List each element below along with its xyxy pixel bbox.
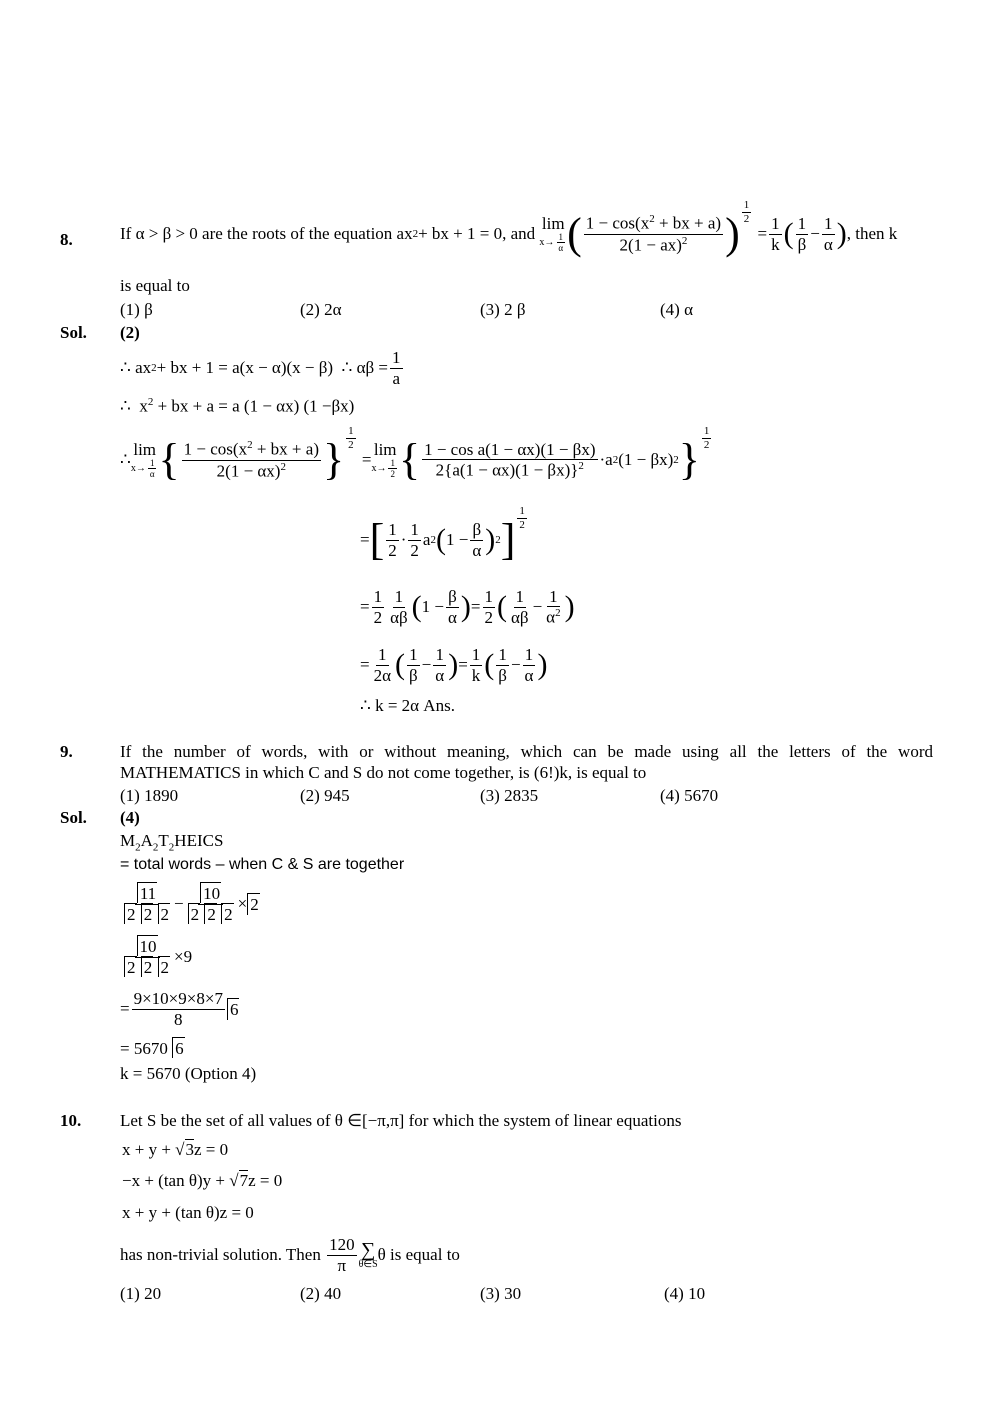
q9-step-4: = 9×10×9×8×7 8 6 [120, 988, 239, 1029]
q10-option-4: (4) 10 [664, 1284, 706, 1303]
q8-statement: If α > β > 0 are the roots of the equation ax 2 + bx + 1 = 0, and lim x→ $\frac{1}{\alpha}$ ( $1 - \cos(x^2$ + bx + a) 2(1 − ax)$^2$ ) 1 2 = 1 k ( 1 β − 1 α ) , then k [120, 198, 898, 259]
q8-step-4: = [ 1 2 · 1 2 a 2 ( 1 − β α ) 2 ] 1 2 [360, 504, 525, 565]
q9-option-4: (4) 5670 [660, 786, 719, 805]
q8-text-a: If α > β > 0 are the roots of the equation ax [120, 224, 413, 243]
q8-then: then k [855, 224, 898, 243]
q8-step-3: ∴ lim x→ $\frac{1}{\alpha}$ { $1 - \cos(x^2$ + bx + a) $2(1 - \alpha x)^2$ } 1 2 = lim x→ $\frac{1}{2}$ { 1 − cos a(1 − αx)(1 − βx) $2\{a(1 - \alpha x)(1 - \beta x)\}^2$ ·a 2 (1 − βx) 2 } 1 2 [120, 424, 710, 485]
q10-sum-sub: θ∈S [358, 1259, 378, 1270]
q8-option-1: (1) β [120, 300, 153, 319]
q9-option-1: (1) 1890 [120, 786, 179, 805]
q8-paren-close: ) [725, 209, 740, 259]
q10-line5: has non-trivial solution. Then $\frac{120}{\pi}$ ∑ θ∈S θ is equal to [120, 1234, 460, 1275]
q8-step-2: ∴ $x^2$ + bx + a = a (1 − αx) (1 −βx) [120, 396, 355, 416]
q9-step-5: = 5670 6 [120, 1039, 184, 1058]
question-number-10: 10. [60, 1111, 82, 1130]
q10-eq3: x + y + (tan θ)z = 0 [122, 1203, 254, 1222]
q8-option-2: (2) 2α [300, 300, 342, 319]
q9-option-3: (3) 2835 [480, 786, 539, 805]
q10-line1: Let S be the set of all values of θ ∈[−π,π] for which the system of linear equations [120, 1111, 682, 1130]
q8-line2: is equal to [120, 276, 190, 295]
q10-option-1: (1) 20 [120, 1284, 162, 1303]
q8-limit: lim x→ $\frac{1}{\alpha}$ [539, 213, 565, 253]
q9-answer: (4) [120, 808, 140, 827]
q10-option-2: (2) 40 [300, 1284, 342, 1303]
q9-line2: MATHEMATICS in which C and S do not come together, is (6!)k, is equal to [120, 763, 647, 782]
q8-option-4: (4) α [660, 300, 693, 319]
question-number-9: 9. [60, 742, 73, 761]
question-number-8: 8. [60, 230, 73, 249]
q8-option-3: (3) 2 β [480, 300, 526, 319]
q9-option-2: (2) 945 [300, 786, 350, 805]
q8-step-6: = 1 2α ( 1 β − 1 α ) = 1 k ( 1 β − 1 α ) [360, 644, 548, 685]
q9-word: $M_2A_2T_2HEICS$ [120, 831, 224, 854]
q9-step-1: = total words – when C & S are together [120, 856, 405, 873]
q9-step-2: 11 2 2 2 − 10 2 2 2 × 2 [120, 880, 260, 928]
q8-fraction: $1 - \cos(x^2$ + bx + a) 2(1 − ax)$^2$ [585, 213, 722, 255]
q8-answer: (2) [120, 323, 140, 342]
q8-step-5: = 1 2 1 αβ ( 1 − β α ) = 1 2 ( 1 αβ − 1 $\alpha^2$ ) [360, 586, 575, 627]
q10-eq2: −x + (tan θ)y + √7z = 0 [122, 1171, 283, 1190]
q10-sum-num: 120 [329, 1234, 355, 1254]
q10-sum-den: π [337, 1255, 347, 1275]
q8-sol-label: Sol. [60, 323, 87, 342]
q10-option-3: (3) 30 [480, 1284, 522, 1303]
q9-step-3: 10 2 2 2 ×9 [120, 933, 192, 981]
q10-line5a: has non-trivial solution. Then [120, 1245, 321, 1264]
q8-text-b: + bx + 1 = 0, and [418, 224, 536, 243]
q8-step-1: ∴ ax 2 + bx + 1 = a(x − α)(x − β) ∴ αβ = 1 a [120, 347, 401, 388]
q10-eq1: x + y + √3z = 0 [122, 1140, 229, 1159]
q8-paren-open: ( [567, 209, 582, 259]
q9-sol-label: Sol. [60, 808, 87, 827]
q9-step-6: k = 5670 (Option 4) [120, 1064, 257, 1083]
q8-step-7: ∴ k = 2α Ans. [360, 696, 455, 715]
q9-line1: If the number of words, with or without meaning, which can be made using all the letters of the word [120, 742, 933, 761]
q10-line5b: θ is equal to [377, 1245, 460, 1264]
